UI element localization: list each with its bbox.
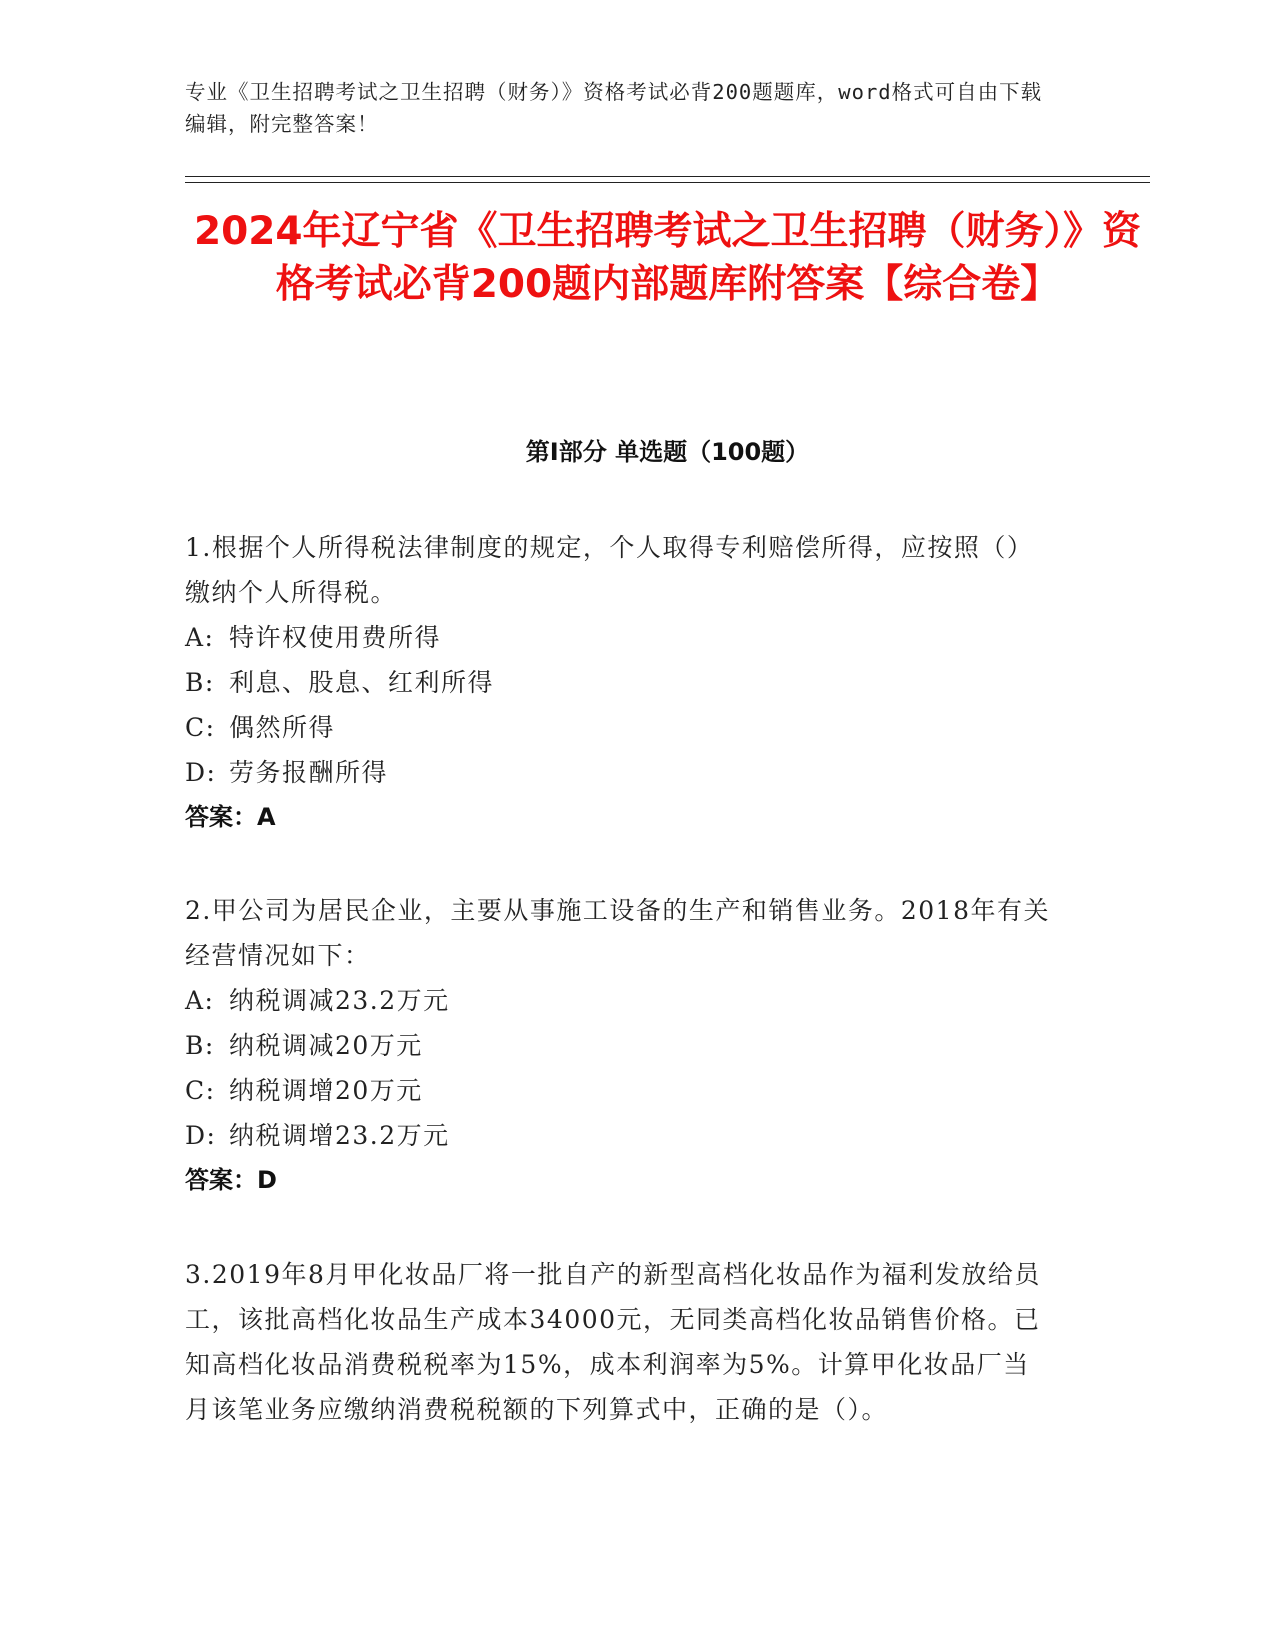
option-letter: A: [185,623,215,652]
header-divider-bottom [185,182,1150,183]
option-c [185,705,1055,750]
question-1 [185,525,1055,840]
option-letter: A: [185,986,215,1015]
option-letter: D: [185,1121,217,1150]
section-title: 第Ⅰ部分 单选题（100题） [525,438,810,466]
option-d [185,750,1055,795]
option-a [185,615,1055,660]
question-stem: 1.根据个人所得税法律制度的规定，个人取得专利赔偿所得，应按照（）缴纳个人所得税。 [185,533,1034,607]
question-stem: 3.2019年8月甲化妆品厂将一批自产的新型高档化妆品作为福利发放给员工，该批高档化妆品生产成本34000元，无同类高档化妆品销售价格。已知高档化妆品消费税税率为15%，成本利润率为5%。计算甲化妆品厂当月该笔业务应缴纳消费税税额的下列算式中，正确的是（）。 [185,1260,1041,1424]
option-text: 利息、股息、红利所得 [229,668,495,697]
header-divider-top [185,176,1150,177]
option-b [185,660,1055,705]
option-letter: C: [185,713,216,742]
question-2 [185,888,1055,1203]
option-letter: C: [185,1076,216,1105]
option-d [185,1113,1055,1158]
answer: 答案：D [185,1166,277,1194]
option-a [185,978,1055,1023]
option-text: 纳税调减23.2万元 [229,986,450,1015]
option-letter: B: [185,668,215,697]
option-letter: D: [185,758,217,787]
option-b [185,1023,1055,1068]
question-3 [185,1252,1055,1432]
question-stem: 2.甲公司为居民企业，主要从事施工设备的生产和销售业务。2018年有关经营情况如下： [185,896,1050,970]
option-text: 纳税调增23.2万元 [229,1121,450,1150]
option-text: 纳税调减20万元 [229,1031,423,1060]
header-note: 专业《卫生招聘考试之卫生招聘（财务）》资格考试必背200题题库，word格式可自由下载编辑，附完整答案！ [185,80,1043,136]
option-letter: B: [185,1031,215,1060]
option-c [185,1068,1055,1113]
option-text: 劳务报酬所得 [229,758,389,787]
option-text: 偶然所得 [229,713,336,742]
document-title: 2024年辽宁省《卫生招聘考试之卫生招聘（财务）》资格考试必背200题内部题库附答案【综合卷】 [193,209,1142,307]
option-text: 特许权使用费所得 [229,623,442,652]
option-text: 纳税调增20万元 [229,1076,423,1105]
answer: 答案：A [185,803,276,831]
